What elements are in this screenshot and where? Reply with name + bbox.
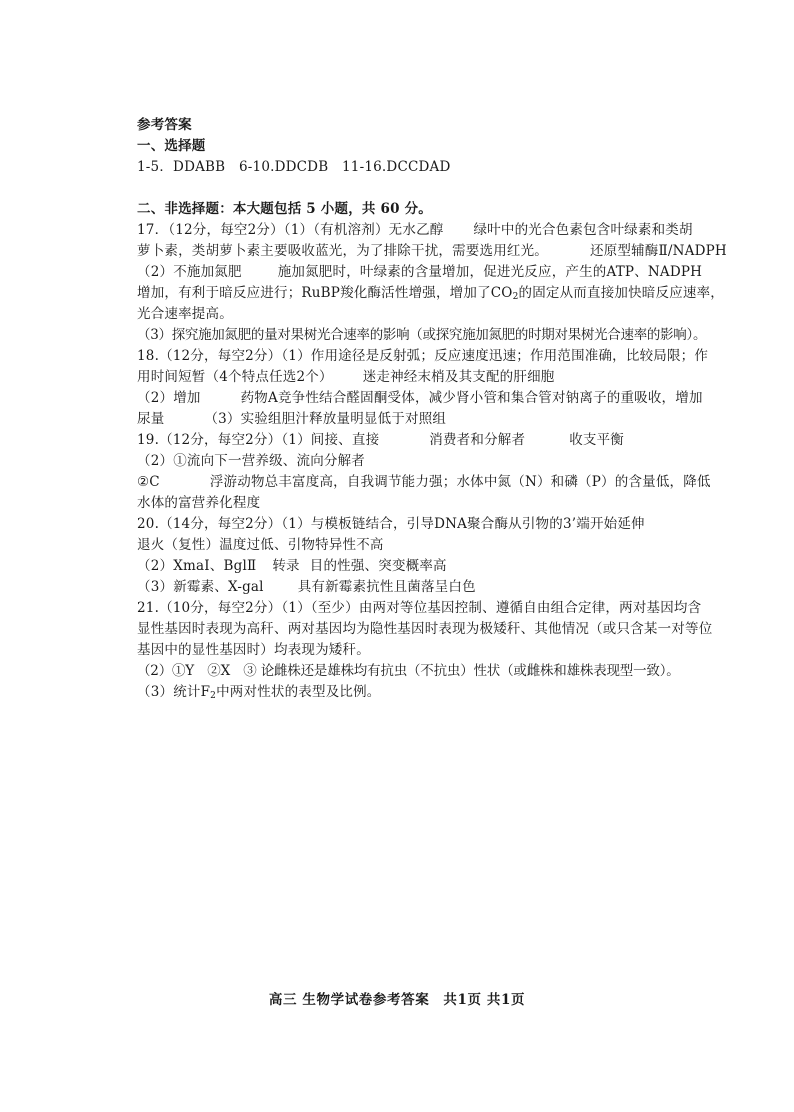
q20-line-3: [137, 556, 727, 577]
blank-line: [137, 178, 727, 199]
q21-part3-answer-cont: 中两对性状的表型及比例。: [216, 684, 381, 700]
q17-answer-3: 还原型辅酶Ⅱ/NADPH: [590, 243, 727, 259]
q20-line-4: [137, 577, 727, 598]
q17-part2-reason: 施加氮肥时，叶绿素的含量增加，促进光反应，产生的ATP、NADPH: [277, 264, 703, 280]
q19-answer-2: 消费者和分解者: [429, 432, 526, 448]
q21-line-5: [137, 682, 727, 703]
page-footer: 高三 生物学试卷参考答案 共1页 共1页: [268, 992, 526, 1008]
q20-line-2: 退火（复性）温度过低、引物特异性不高: [137, 537, 384, 553]
q21-part3-answer: （3）统计F: [137, 684, 211, 700]
q18-part2-answer: （2）增加: [137, 390, 201, 406]
q19-line-2: （2）①流向下一营养级、流向分解者: [137, 453, 365, 469]
q17-part2-answer: （2）不施加氮肥: [137, 264, 242, 280]
q17-line-3: [137, 262, 727, 283]
q20-part2-answer-3: 目的性强、突变概率高: [309, 558, 447, 574]
q18-line-3: [137, 388, 727, 409]
q17-answer-2: 绿叶中的光合色素包含叶绿素和类胡: [473, 222, 693, 238]
q21-line-2: 显性基因时表现为高秆、两对基因均为隐性基因时表现为极矮秆、其他情况（或只含某一对等位: [137, 621, 713, 637]
q17-answer-1: 17．（12分，每空2分）（1）（有机溶剂）无水乙醇: [137, 222, 444, 238]
section-heading-choice: 一、选择题: [137, 138, 206, 154]
q19-line-3: [137, 472, 727, 493]
q20-part2-answer-2: 转录: [272, 558, 300, 574]
section-heading-nonchoice: 二、非选择题：本大题包括 5 小题，共 60 分。: [137, 201, 432, 217]
q21-line-1: 21.（10分，每空2分）（1）（至少）由两对等位基因控制、遵循自由组合定律，两对基因均含: [137, 600, 702, 616]
answer-content: [137, 115, 727, 703]
q18-line-1: 18.（12分，每空2分）（1）作用途径是反射弧；反应速度迅速；作用范围准确，比较局限；作: [137, 348, 709, 364]
choice-answers: 1-5．DDABB 6-10.DDCDB 11-16.DCCDAD: [137, 159, 451, 175]
q19-line-1: [137, 430, 727, 451]
q17-line-5: 光合速率提高。: [137, 306, 233, 322]
q17-line-6: （3）探究施加氮肥的量对果树光合速率的影响（或探究施加氮肥的时期对果树光合速率的影响）。: [137, 327, 707, 343]
q17-reason-cont: 增加，有利于暗反应进行；RuBP羧化酶活性增强，增加了CO: [137, 285, 513, 301]
q18-part3-answer: （3）实验组胆汁释放量明显低于对照组: [204, 411, 447, 427]
f2-subscript: 2: [210, 691, 217, 701]
q19-answer-3: 收支平衡: [569, 432, 624, 448]
q20-part3-answer-1: （3）新霉素、X-gal: [137, 579, 264, 595]
q18-reason-cont: 尿量: [137, 411, 165, 427]
q19-answer-1: 19.（12分，每空2分）（1）间接、直接: [137, 432, 380, 448]
q17-explanation: 萝卜素，类胡萝卜素主要吸收蓝光，为了排除干扰，需要选用红光。: [137, 243, 548, 259]
q19-part2-answer: ②C: [137, 474, 160, 490]
q19-line-4: 水体的富营养化程度: [137, 495, 261, 511]
q17-line-2: [137, 241, 727, 262]
q17-reason-cont-2: 的固定从而直接加快暗反应速率，: [518, 285, 724, 301]
q18-answer-2: 迷走神经末梢及其支配的肝细胞: [362, 369, 555, 385]
q18-line-2: [137, 367, 727, 388]
q18-line-4: [137, 409, 727, 430]
q17-line-4: [137, 283, 727, 304]
document-title: 参考答案: [137, 117, 192, 133]
q20-line-1: 20.（14分，每空2分）（1）与模板链结合，引导DNA聚合酶从引物的3’端开始延伸: [137, 516, 645, 532]
q18-answer-1-cont: 用时间短暂（4个特点任选2个）: [137, 369, 333, 385]
q20-part3-answer-2: 具有新霉素抗性且菌落呈白色: [297, 579, 476, 595]
q20-part2-answer-1: （2）XmaⅠ、BglⅡ: [137, 558, 257, 574]
q17-line-1: [137, 220, 727, 241]
co2-subscript: 2: [512, 292, 519, 302]
q18-part2-reason: 药物A竞争性结合醛固酮受体，减少肾小管和集合管对钠离子的重吸收，增加: [240, 390, 703, 406]
q19-part2-reason: 浮游动物总丰富度高，自我调节能力强；水体中氮（N）和磷（P）的含量低，降低: [209, 474, 711, 490]
q21-line-3: 基因中的显性基因时）均表现为矮秆。: [137, 642, 370, 658]
q21-line-4: （2）①Y ②X ③ 论雌株还是雄株均有抗虫（不抗虫）性状（或雌株和雄株表现型一致）。: [137, 663, 680, 679]
